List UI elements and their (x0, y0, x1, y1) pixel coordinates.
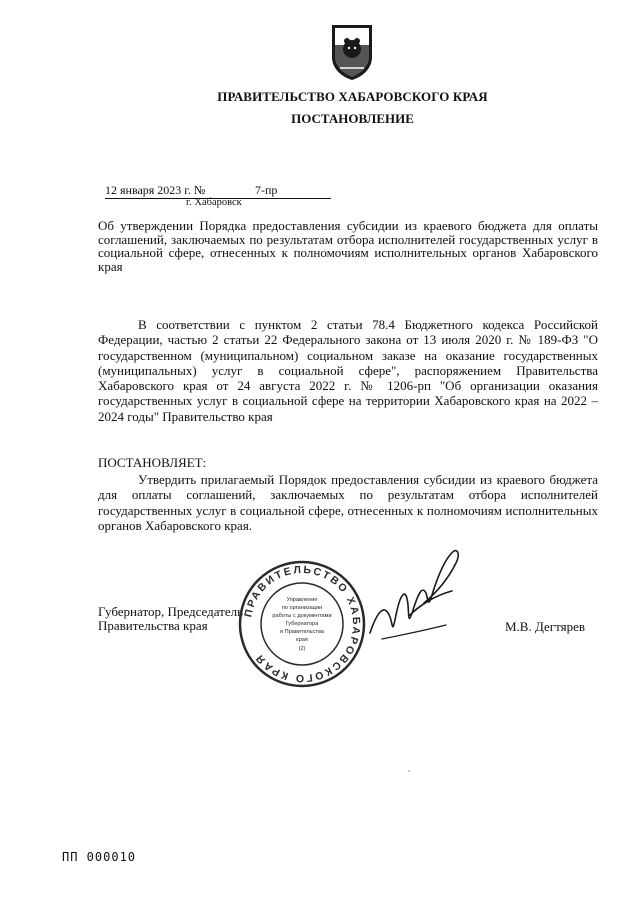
signer-position (98, 605, 243, 633)
svg-text:ПРАВИТЕЛЬСТВО ХАБАРОВСКОГО КРА: ПРАВИТЕЛЬСТВО ХАБАРОВСКОГО КРАЯ (242, 563, 363, 685)
preamble-paragraph: В соответствии с пунктом 2 статьи 78.4 Бюджетного кодекса Российской Федерации, частью 2 статьи 22 Федерального закона от 13 июля 2020 г. № 189-ФЗ "О государственном (муниципальном) социальном заказе на оказание государственных (муниципальных) услуг в социальной сфере", распоряжением Правительства Хабаровского края от 24 августа 2022 г. № 1206-рп "Об организации оказания государственных услуг в социальной сфере на территории Хабаровского края на 2022 – 2024 годы" Правительство края (98, 317, 598, 424)
coat-of-arms-emblem (330, 23, 374, 81)
svg-text:по организации: по организации (281, 605, 323, 611)
svg-text:работы с документами: работы с документами (272, 613, 332, 619)
signer-name: М.В. Дегтярев (505, 619, 586, 634)
svg-text:края: края (296, 637, 308, 643)
document-type: ПОСТАНОВЛЕНИЕ (291, 111, 414, 126)
svg-text:Губернатора: Губернатора (285, 621, 319, 627)
signer-position-line2: Правительства края (98, 618, 208, 633)
document-date: 12 января 2023 г. № (105, 183, 206, 197)
svg-text:и Правительства: и Правительства (280, 629, 324, 635)
document-city: г. Хабаровск (186, 197, 242, 208)
document-subject: Об утверждении Порядка предоставления субсидии из краевого бюджета для оплаты соглашений, заключаемых по результатам отбора исполнителей государственных услуг в социальной сфере, отнесенных к полномочиям исполнительных органов Хабаровского края (98, 218, 598, 274)
document-number: 7-пр (255, 183, 278, 197)
decree-word: ПОСТАНОВЛЯЕТ: (98, 455, 207, 470)
handwritten-signature (362, 545, 462, 645)
order-paragraph: Утвердить прилагаемый Порядок предоставления субсидии из краевого бюджета для оплаты соглашений, заключаемых по результатам отбора исполнителей государственных услуг в социальной сфере, отнесенных к полномочиям исполнительных органов Хабаровского края. (98, 472, 598, 533)
government-title: ПРАВИТЕЛЬСТВО ХАБАРОВСКОГО КРАЯ (217, 89, 488, 104)
scan-speck (408, 770, 410, 772)
signer-position-line1: Губернатор, Председатель (98, 604, 244, 619)
official-stamp (237, 559, 367, 689)
svg-text:Управление: Управление (286, 597, 318, 603)
document-footer-code: ПП 000010 (62, 850, 137, 864)
svg-text:(2): (2) (298, 646, 306, 652)
